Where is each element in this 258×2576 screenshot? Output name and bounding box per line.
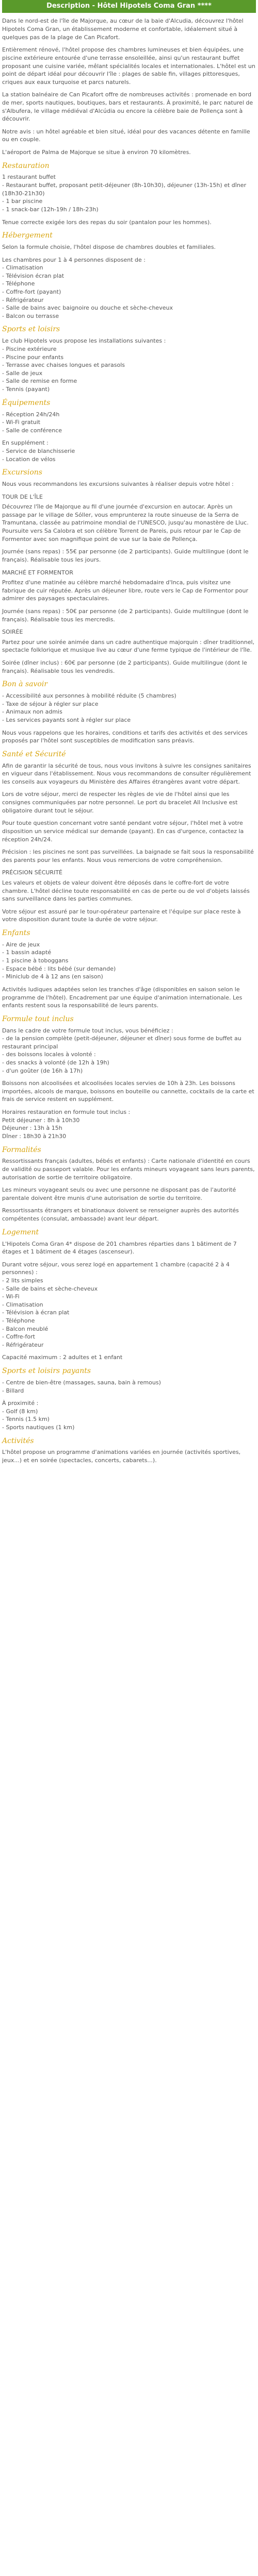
- health-paragraph: Afin de garantir la sécurité de tous, nous vous invitons à suivre les consignes sanitaires en vigueur dans l'établissement. Nous vous recommandons de consulter régulièrement les conseils aux voyageurs du Ministère des Affaires étrangères avant votre départ.: [2, 762, 251, 785]
- good-to-know-text: Nous vous rappelons que les horaires, conditions et tarifs des activités et des services proposés par l'hôtel sont susceptibles de modification sans préavis.: [2, 729, 248, 744]
- formalities-paragraph: Ressortissants étrangers et binationaux doivent se renseigner auprès des autorités compétentes (consulat, ambassade) avant leur départ.: [2, 1207, 239, 1223]
- intro-paragraph: Notre avis : un hôtel agréable et bien situé, idéal pour des vacances détente en famille ou en couple.: [2, 128, 250, 143]
- health-paragraph: Précision : les piscines ne sont pas surveillées. La baignade se fait sous la responsabilité des parents pour les enfants. Nous vous remercions de votre compréhension.: [2, 849, 254, 863]
- intro-paragraph: Entièrement rénové, l'hôtel propose des chambres lumineuses et bien équipées, une piscine extérieure entourée d'une terrasse ensoleillée, ainsi qu'un restaurant buffet proposant une cuisine variée, mêlant spécialités locales et internationales. L'hôtel est un point de départ idéal pour découvrir l'île : plages de sable fin, villages pittoresques, criques aux eaux turquoise et parcs naturels.: [2, 46, 255, 86]
- formalities-paragraph: Les mineurs voyageant seuls ou avec une personne ne disposant pas de l'autorité parentale doivent être munis d'une autorisation de sortie du territoire.: [2, 1187, 236, 1201]
- excursions-intro: Nous vous recommandons les excursions suivantes à réaliser depuis votre hôtel :: [2, 481, 234, 488]
- restaurants-heading: Restauration: [2, 161, 50, 170]
- intro-paragraph: L'aéroport de Palma de Majorque se situe à environ 70 kilomètres.: [2, 148, 191, 156]
- excursions-heading: Excursions: [2, 468, 42, 477]
- intro-paragraph: La station balnéaire de Can Picafort offre de nombreuses activités : promenade en bord de mer, sports nautiques, boutiques, bars et restaurants. À proximité, le parc naturel de s'Albufera, le village médiéval d'Alcúdia ou encore la célèbre baie de Pollença sont à découvrir.: [2, 91, 253, 123]
- good-to-know-list: - Accessibilité aux personnes à mobilité réduite (5 chambres) - Taxe de séjour à régler sur place - Animaux non admis - Les services payants sont à régler sur place: [2, 692, 176, 723]
- evening-price: Soirée (dîner inclus) : 60€ par personne (de 2 participants). Guide multilingue (dont le français). Réalisable tous les vendredis.: [2, 659, 247, 674]
- lodging-heading: Logement: [2, 1228, 39, 1236]
- health-heading: Santé et Sécurité: [2, 750, 66, 758]
- page-title: Description - Hôtel Hipotels Coma Gran ****: [2, 0, 256, 13]
- sports-list: Le club Hipotels vous propose les installations suivantes : - Piscine extérieure - Piscine pour enfants - Terrasse avec chaises longues et parasols - Salle de jeux - Salle de remise en forme - Tennis (payant): [2, 337, 166, 393]
- evening-title: SOIRÉE: [2, 629, 23, 636]
- children-heading: Enfants: [2, 928, 30, 937]
- children-note: Activités ludiques adaptées selon les tranches d'âge (disponibles en saison selon le programme de l'hôtel). Encadrement par une équipe d'animation internationale. Les enfants restent sous la responsabilité de leurs parents.: [2, 986, 243, 1009]
- tour-description: Découvrez l'île de Majorque au fil d'une journée d'excursion en autocar. Après un passage par le village de Sóller, vous emprunterez la route sinueuse de la Serra de Tramuntana, classée au patrimoine mondial de l'UNESCO, jusqu'au monastère de Lluc. Poursuite vers Sa Calobra et son célèbre Torrent de Pareis, puis retour par le Cap de Formentor avec son magnifique point de vue sur la baie de Pollença.: [2, 503, 249, 543]
- paid-leisure-list: - Centre de bien-être (massages, sauna, bain à remous) - Billard: [2, 1379, 161, 1394]
- equipment-list: - Réception 24h/24h - Wi-Fi gratuit - Salle de conférence: [2, 411, 62, 434]
- market-description: Profitez d'une matinée au célèbre marché hebdomadaire d'Inca, puis visitez une fabrique de cuir réputée. Après un déjeuner libre, route vers le Cap de Formentor pour admirer des paysages spectaculaires.: [2, 579, 249, 602]
- all-inclusive-hours: Horaires restauration en formule tout inclus : Petit déjeuner : 8h à 10h30 Déjeuner : 13h à 15h Dîner : 18h30 à 21h30: [2, 1109, 131, 1140]
- all-inclusive-note: Boissons non alcoolisées et alcoolisées locales servies de 10h à 23h. Les boissons importées, alcools de marque, boissons en bouteille ou cannette, cocktails de la carte et frais de service restent en supplément.: [2, 1080, 254, 1103]
- lodging-paragraph: L'Hipotels Coma Gran 4* dispose de 201 chambres réparties dans 1 bâtiment de 7 étages et 1 bâtiment de 4 étages (ascenseur).: [2, 1240, 237, 1256]
- market-price: Journée (sans repas) : 50€ par personne (de 2 participants). Guide multilingue (dont le français). Réalisable tous les mercredis.: [2, 607, 249, 623]
- equipment-extra: En supplément : - Service de blanchisserie - Location de vélos: [2, 439, 75, 463]
- rooms-heading: Hébergement: [2, 231, 53, 240]
- activities-heading: Activités: [2, 1436, 34, 1445]
- rooms-intro: Selon la formule choisie, l'hôtel dispose de chambres doubles et familiales.: [2, 244, 216, 250]
- sports-heading: Sports et loisirs: [2, 325, 60, 334]
- paid-leisure-heading: Sports et loisirs payants: [2, 1367, 91, 1376]
- health-paragraph: Pour toute question concernant votre santé pendant votre séjour, l'hôtel met à votre disposition un service médical sur demande (payant). En cas d'urgence, contactez la réception 24h/24.: [2, 820, 244, 843]
- intro-paragraph: Dans le nord-est de l'île de Majorque, au cœur de la baie d'Alcudia, découvrez l'hôtel Hipotels Coma Gran, un établissement moderne et confortable, idéalement situé à quelques pas de la plage de Can Picafort.: [2, 18, 244, 41]
- activities-paragraph: L'hôtel propose un programme d'animations variées en journée (activités sportives, jeux...) et en soirée (spectacles, concerts, cabarets...).: [2, 1449, 241, 1464]
- security-paragraph: Les valeurs et objets de valeur doivent être déposés dans le coffre-fort de votre chambre. L'hôtel décline toute responsabilité en cas de perte ou de vol d'objets laissés sans surveillance dans les parties communes.: [2, 879, 250, 903]
- restaurants-note: Tenue correcte exigée lors des repas du soir (pantalon pour les hommes).: [2, 218, 212, 226]
- evening-description: Partez pour une soirée animée dans un cadre authentique majorquin : dîner traditionnel, spectacle folklorique et musique live au cœur d'une ferme typique de l'intérieur de l'île.: [2, 638, 255, 654]
- formalities-paragraph: Ressortissants français (adultes, bébés et enfants) : Carte nationale d'identité en cours de validité ou passeport valable. Pour les enfants mineurs voyageant sans leurs parents, autorisation de sortie de territoire obligatoire.: [2, 1158, 255, 1181]
- lodging-list: Durant votre séjour, vous serez logé en appartement 1 chambre (capacité 2 à 4 personnes) : - 2 lits simples - Salle de bains et sèche-cheveux - Wi-Fi - Climatisation - Télévision à écran plat - Téléphone - Balcon meublé - Coffre-fort - Réfrigérateur: [2, 1261, 230, 1348]
- equipment-heading: Équipements: [2, 398, 51, 407]
- rooms-list: Les chambres pour 1 à 4 personnes disposent de : - Climatisation - Télévision écran plat - Téléphone - Coffre-fort (payant) - Réfrigérateur - Salle de bains avec baignoire ou douche et sèche-cheveux - Balcon ou terrasse: [2, 256, 173, 319]
- health-paragraph: Lors de votre séjour, merci de respecter les règles de vie de l'hôtel ainsi que les consignes communiquées par notre personnel. Le port du bracelet All Inclusive est obligatoire durant tout le séjour.: [2, 791, 238, 814]
- intro-section: [2, 17, 256, 156]
- lodging-capacity: Capacité maximum : 2 adultes et 1 enfant: [2, 1354, 123, 1361]
- security-title: PRÉCISION SÉCURITÉ: [2, 869, 62, 876]
- children-list: - Aire de jeux - 1 bassin adapté - 1 piscine à toboggans - Espace bébé : lits bébé (sur demande) - Miniclub de 4 à 12 ans (en saison): [2, 941, 116, 980]
- good-to-know-heading: Bon à savoir: [2, 680, 48, 689]
- all-inclusive-heading: Formule tout inclus: [2, 1014, 74, 1023]
- formalities-heading: Formalités: [2, 1145, 41, 1154]
- tour-title: TOUR DE L'ÎLE: [2, 493, 43, 500]
- all-inclusive-list: Dans le cadre de votre formule tout inclus, vous bénéficiez : - de la pension complète (petit-déjeuner, déjeuner et dîner) sous forme de buffet au restaurant principal - des boissons locales à volonté : - des snacks à volonté (de 12h à 19h) - d'un goûter (de 16h à 17h): [2, 1027, 241, 1074]
- restaurants-list: 1 restaurant buffet - Restaurant buffet, proposant petit-déjeuner (8h-10h30), déjeuner (13h-15h) et dîner (18h30-21h30) - 1 bar piscine - 1 snack-bar (12h-19h / 18h-23h): [2, 174, 247, 213]
- tour-price: Journée (sans repas) : 55€ par personne (de 2 participants). Guide multilingue (dont le français). Réalisable tous les jours.: [2, 548, 249, 563]
- market-title: MARCHÉ ET FORMENTOR: [2, 569, 73, 576]
- nearby-leisure-list: À proximité : - Golf (8 km) - Tennis (1.5 km) - Sports nautiques (1 km): [2, 1400, 75, 1431]
- security-paragraph: Votre séjour est assuré par le tour-opérateur partenaire et l'équipe sur place reste à votre disposition durant toute la durée de votre séjour.: [2, 908, 241, 923]
